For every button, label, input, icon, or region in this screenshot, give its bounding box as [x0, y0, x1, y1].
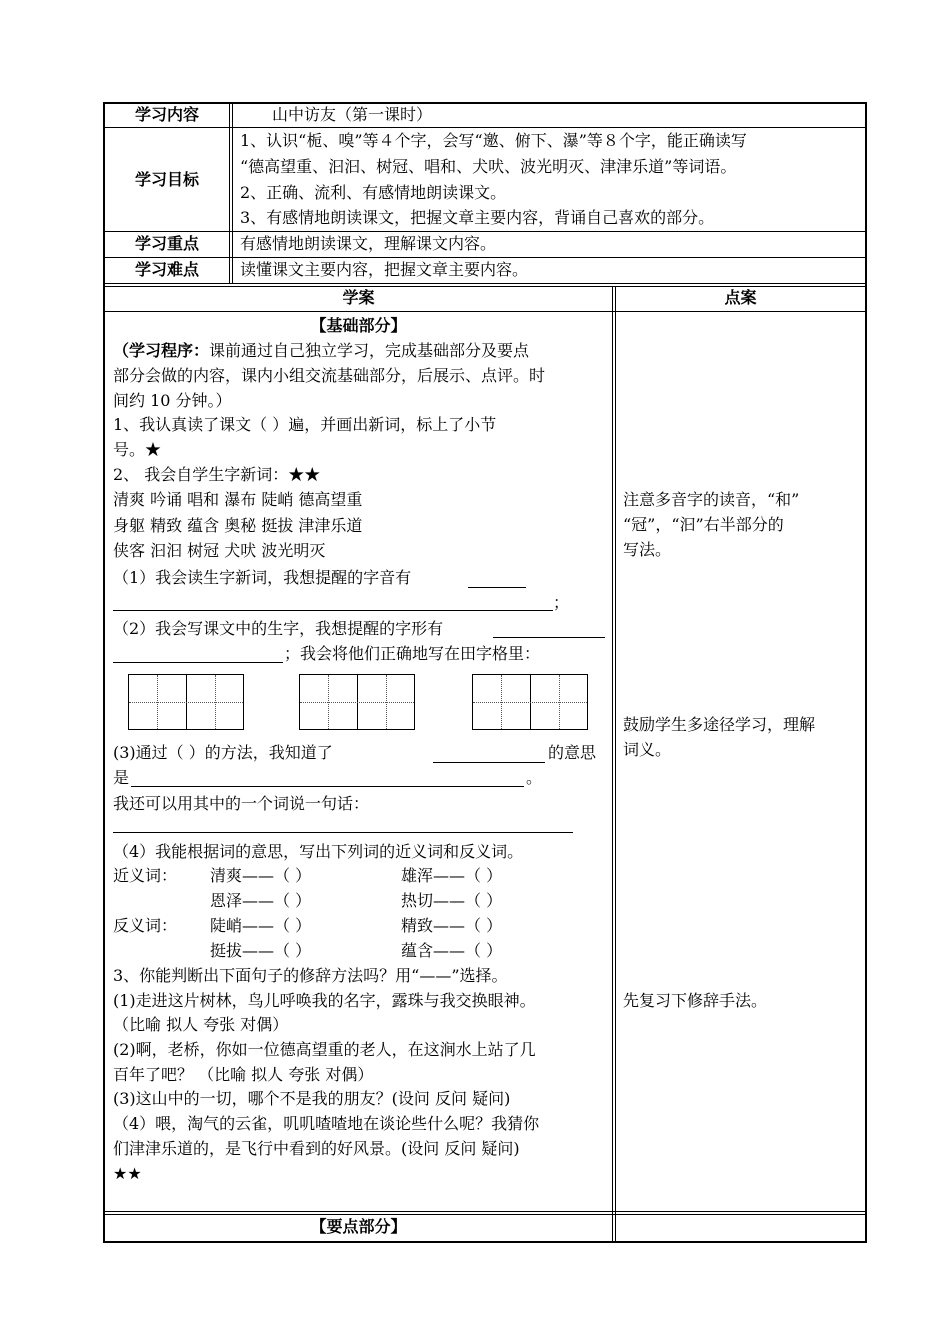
blank-line[interactable]	[493, 637, 605, 638]
value-difficulties: 读懂课文主要内容，把握文章主要内容。	[240, 260, 529, 279]
objective-line: 3、有感情地朗读课文，把握文章主要内容，背诵自己喜欢的部分。	[240, 208, 715, 227]
sub-question-2: （2）我会写课文中的生字，我想提醒的字形有	[113, 619, 444, 638]
word-row: 身躯 精致 蕴含 奥秘 挺拔 津津乐道	[113, 516, 363, 535]
question-3-item: (1)走进这片树林，鸟儿呼唤我的名字，露珠与我交换眼神。	[113, 991, 536, 1010]
sub-question-1: （1）我会读生字新词，我想提醒的字音有	[113, 568, 412, 587]
label-content: 学习内容	[134, 105, 199, 124]
synonym-item: 雄浑——（ ）	[401, 866, 503, 885]
question-3-item: 百年了吧？ （比喻 拟人 夸张 对偶）	[113, 1065, 374, 1084]
question-1: 1、我认真读了课文（ ）遍，并画出新词，标上了小节	[113, 415, 497, 434]
objective-line: “德高望重、汩汩、树冠、唱和、犬吠、波光明灭、津津乐道”等词语。	[240, 157, 737, 176]
teacher-note: 注意多音字的读音，“和”	[623, 490, 800, 509]
word-row: 清爽 吟诵 唱和 瀑布 陡峭 德高望重	[113, 490, 363, 509]
blank-line[interactable]	[468, 587, 526, 588]
objective-line: 1、认识“栀、嗅”等４个字，会写“邀、俯下、瀑”等８个字，能正确读写	[240, 131, 747, 150]
question-3-item: （4）喂，淘气的云雀，叽叽喳喳地在谈论些什么呢？我猜你	[113, 1114, 540, 1133]
blank-line[interactable]	[113, 832, 573, 833]
question-3-item: （比喻 拟人 夸张 对偶）	[113, 1015, 289, 1034]
writing-grid[interactable]	[128, 674, 244, 730]
sub-question-4: （4）我能根据词的意思，写出下列词的近义词和反义词。	[113, 842, 524, 861]
column-header-notes: 点案	[724, 288, 757, 307]
sub-question-3-sentence: 我还可以用其中的一个词说一句话：	[113, 794, 370, 813]
blank-line[interactable]	[131, 786, 524, 787]
label-difficulties: 学习难点	[134, 260, 199, 279]
antonym-item: 陡峭——（ ）	[210, 916, 312, 935]
question-2-title: 2、 我会自学生字新词：★★	[113, 465, 321, 484]
objective-line: 2、正确、流利、有感情地朗读课文。	[240, 183, 507, 202]
value-key-points: 有感情地朗读课文，理解课文内容。	[240, 234, 497, 253]
teacher-note: 鼓励学生多途径学习，理解	[623, 715, 816, 734]
teacher-note: “冠”，“汩”右半部分的	[623, 515, 784, 534]
sub-question-3-meaning: 的意思	[548, 743, 597, 762]
period: 。	[526, 768, 543, 787]
difficulty-stars: ★★	[113, 1164, 142, 1183]
semicolon: ；	[553, 593, 570, 612]
antonym-item: 精致——（ ）	[401, 916, 503, 935]
teacher-note: 先复习下修辞手法。	[623, 991, 768, 1010]
antonym-label: 反义词：	[113, 916, 178, 935]
teacher-note: 写法。	[623, 540, 672, 559]
label-objectives: 学习目标	[134, 170, 199, 189]
column-header-plan: 学案	[342, 288, 375, 307]
synonym-label: 近义词：	[113, 866, 178, 885]
question-1: 号。★	[113, 440, 162, 459]
question-3-title: 3、你能判断出下面句子的修辞方法吗？用“——”选择。	[113, 966, 508, 985]
sub-question-3-is: 是	[113, 768, 130, 787]
writing-grid[interactable]	[299, 674, 415, 730]
sub-question-2-end: ；我会将他们正确地写在田字格里：	[284, 644, 541, 663]
writing-grid[interactable]	[472, 674, 588, 730]
antonym-item: 挺拔——（ ）	[210, 941, 312, 960]
blank-line[interactable]	[113, 662, 283, 663]
sub-question-3: (3)通过（ ）的方法，我知道了	[113, 743, 333, 762]
section-title-key: 【要点部分】	[310, 1217, 407, 1236]
word-row: 侠客 汩汩 树冠 犬吠 波光明灭	[113, 541, 326, 560]
synonym-item: 清爽——（ ）	[210, 866, 312, 885]
label-key-points: 学习重点	[134, 234, 199, 253]
synonym-item: 热切——（ ）	[401, 891, 503, 910]
question-3-item: 们津津乐道的，是飞行中看到的好风景。(设问 反问 疑问)	[113, 1139, 520, 1158]
value-content: 山中访友（第一课时）	[272, 105, 433, 124]
antonym-item: 蕴含——（ ）	[401, 941, 503, 960]
procedure-line: （学习程序：课前通过自己独立学习，完成基础部分及要点	[113, 341, 530, 360]
blank-line[interactable]	[113, 610, 553, 611]
question-3-item: (3)这山中的一切，哪个不是我的朋友？(设问 反问 疑问)	[113, 1089, 511, 1108]
synonym-item: 恩泽——（ ）	[210, 891, 312, 910]
procedure-line: 间约 10 分钟。）	[113, 391, 232, 410]
teacher-note: 词义。	[623, 740, 672, 759]
question-3-item: (2)啊，老桥，你如一位德高望重的老人，在这涧水上站了几	[113, 1040, 536, 1059]
blank-line[interactable]	[433, 762, 545, 763]
section-title-basic: 【基础部分】	[310, 316, 407, 335]
procedure-line: 部分会做的内容，课内小组交流基础部分，后展示、点评。时	[113, 366, 546, 385]
